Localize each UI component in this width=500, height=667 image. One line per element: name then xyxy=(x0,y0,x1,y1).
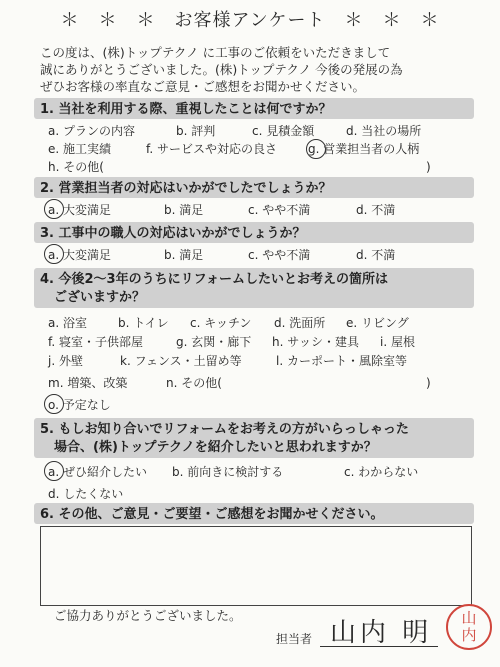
q4-option-g[interactable]: g. 玄関・廊下 xyxy=(176,335,252,349)
q1-option-h-close: ) xyxy=(426,160,431,174)
hanko-seal xyxy=(446,604,492,650)
question-2-bar xyxy=(34,177,474,198)
question-4-bar xyxy=(34,268,474,308)
q1-option-b[interactable]: b. 評判 xyxy=(176,124,216,138)
answer-circle-mark xyxy=(44,394,64,414)
question-2-label: 2. 営業担当者の対応はいかがでしたでしょうか？ xyxy=(40,181,332,196)
q4-option-d[interactable]: d. 洗面所 xyxy=(274,316,326,330)
answer-circle-mark xyxy=(306,139,326,159)
intro-line: この度は、(株)トップテクノ に工事のご依頼をいただきまして xyxy=(40,45,391,60)
question-3-bar xyxy=(34,222,474,243)
q4-option-n[interactable]: n. その他( xyxy=(166,376,222,390)
q4-option-b[interactable]: b. トイレ xyxy=(118,316,169,330)
q3-option-b[interactable]: b. 満足 xyxy=(164,248,204,262)
q1-option-g[interactable]: g. 営業担当者の人柄 xyxy=(308,142,420,156)
question-5-label-line2: 場合、(株)トップテクノを紹介したいと思われますか？ xyxy=(54,440,377,455)
q1-option-c[interactable]: c. 見積金額 xyxy=(252,124,315,138)
question-6-bar xyxy=(34,503,474,524)
comment-box[interactable] xyxy=(40,526,472,606)
answer-circle-mark xyxy=(44,244,64,264)
q2-option-c[interactable]: c. やや不満 xyxy=(248,203,311,217)
q4-option-n-close: ) xyxy=(426,376,431,390)
q1-option-e[interactable]: e. 施工実績 xyxy=(48,142,112,156)
q4-option-l[interactable]: l. カーポート・風除室等 xyxy=(276,354,407,368)
q1-option-f[interactable]: f. サービスや対応の良さ xyxy=(146,142,277,156)
q4-option-h[interactable]: h. サッシ・建具 xyxy=(272,335,359,349)
q1-option-d[interactable]: d. 当社の場所 xyxy=(346,124,422,138)
intro-line: ぜひお客様の率直なご意見・ご感想をお聞かせください。 xyxy=(40,79,366,94)
q2-option-b[interactable]: b. 満足 xyxy=(164,203,204,217)
question-1-label: 1. 当社を利用する際、重視したことは何ですか？ xyxy=(40,102,332,117)
question-1-bar xyxy=(34,98,474,119)
intro-line: 誠にありがとうございました。(株)トップテクノ 今後の発展の為 xyxy=(40,62,403,77)
staff-name-handwritten: 山内 明 xyxy=(330,618,433,648)
hanko-seal-char: 山 xyxy=(461,609,477,627)
q4-option-j[interactable]: j. 外壁 xyxy=(48,354,83,368)
question-5-label-line1: 5. もしお知り合いでリフォームをお考えの方がいらっしゃった xyxy=(40,422,409,437)
answer-circle-mark xyxy=(44,461,64,481)
q4-option-o[interactable]: o. 予定なし xyxy=(48,398,111,412)
q4-option-e[interactable]: e. リビング xyxy=(346,316,409,330)
question-5-bar xyxy=(34,418,474,458)
q4-option-k[interactable]: k. フェンス・土留め等 xyxy=(120,354,242,368)
question-4-label-line1: 4. 今後2～3年のうちにリフォームしたいとお考えの箇所は xyxy=(40,272,388,287)
q3-option-a[interactable]: a. 大変満足 xyxy=(48,248,111,262)
q2-option-a[interactable]: a. 大変満足 xyxy=(48,203,111,217)
survey-title: ＊ ＊ ＊ お客様アンケート ＊ ＊ ＊ xyxy=(60,10,440,31)
q5-option-c[interactable]: c. わからない xyxy=(344,465,419,479)
q4-option-c[interactable]: c. キッチン xyxy=(190,316,252,330)
question-3-label: 3. 工事中の職人の対応はいかがでしょうか？ xyxy=(40,226,306,241)
q4-option-f[interactable]: f. 寝室・子供部屋 xyxy=(48,335,143,349)
question-4-label-line2: ございますか？ xyxy=(54,290,146,305)
intro-text xyxy=(40,44,480,95)
answer-circle-mark xyxy=(44,199,64,219)
staff-label: 担当者 xyxy=(276,632,313,646)
q2-option-d[interactable]: d. 不満 xyxy=(356,203,396,217)
q1-option-a[interactable]: a. プランの内容 xyxy=(48,124,135,138)
q1-option-h[interactable]: h. その他( xyxy=(48,160,104,174)
q5-option-a[interactable]: a. ぜひ紹介したい xyxy=(48,465,147,479)
q3-option-d[interactable]: d. 不満 xyxy=(356,248,396,262)
q4-option-m[interactable]: m. 増築、改築 xyxy=(48,376,128,390)
question-6-label: 6. その他、ご意見・ご要望・ご感想をお聞かせください。 xyxy=(40,507,384,522)
signature-line xyxy=(320,646,438,647)
q3-option-c[interactable]: c. やや不満 xyxy=(248,248,311,262)
q5-option-b[interactable]: b. 前向きに検討する xyxy=(172,465,284,479)
q4-option-a[interactable]: a. 浴室 xyxy=(48,316,87,330)
hanko-seal-char: 内 xyxy=(461,626,477,644)
q5-option-d[interactable]: d. したくない xyxy=(48,487,124,501)
q4-option-i[interactable]: i. 屋根 xyxy=(380,335,415,349)
thanks-message: ご協力ありがとうございました。 xyxy=(54,608,242,623)
